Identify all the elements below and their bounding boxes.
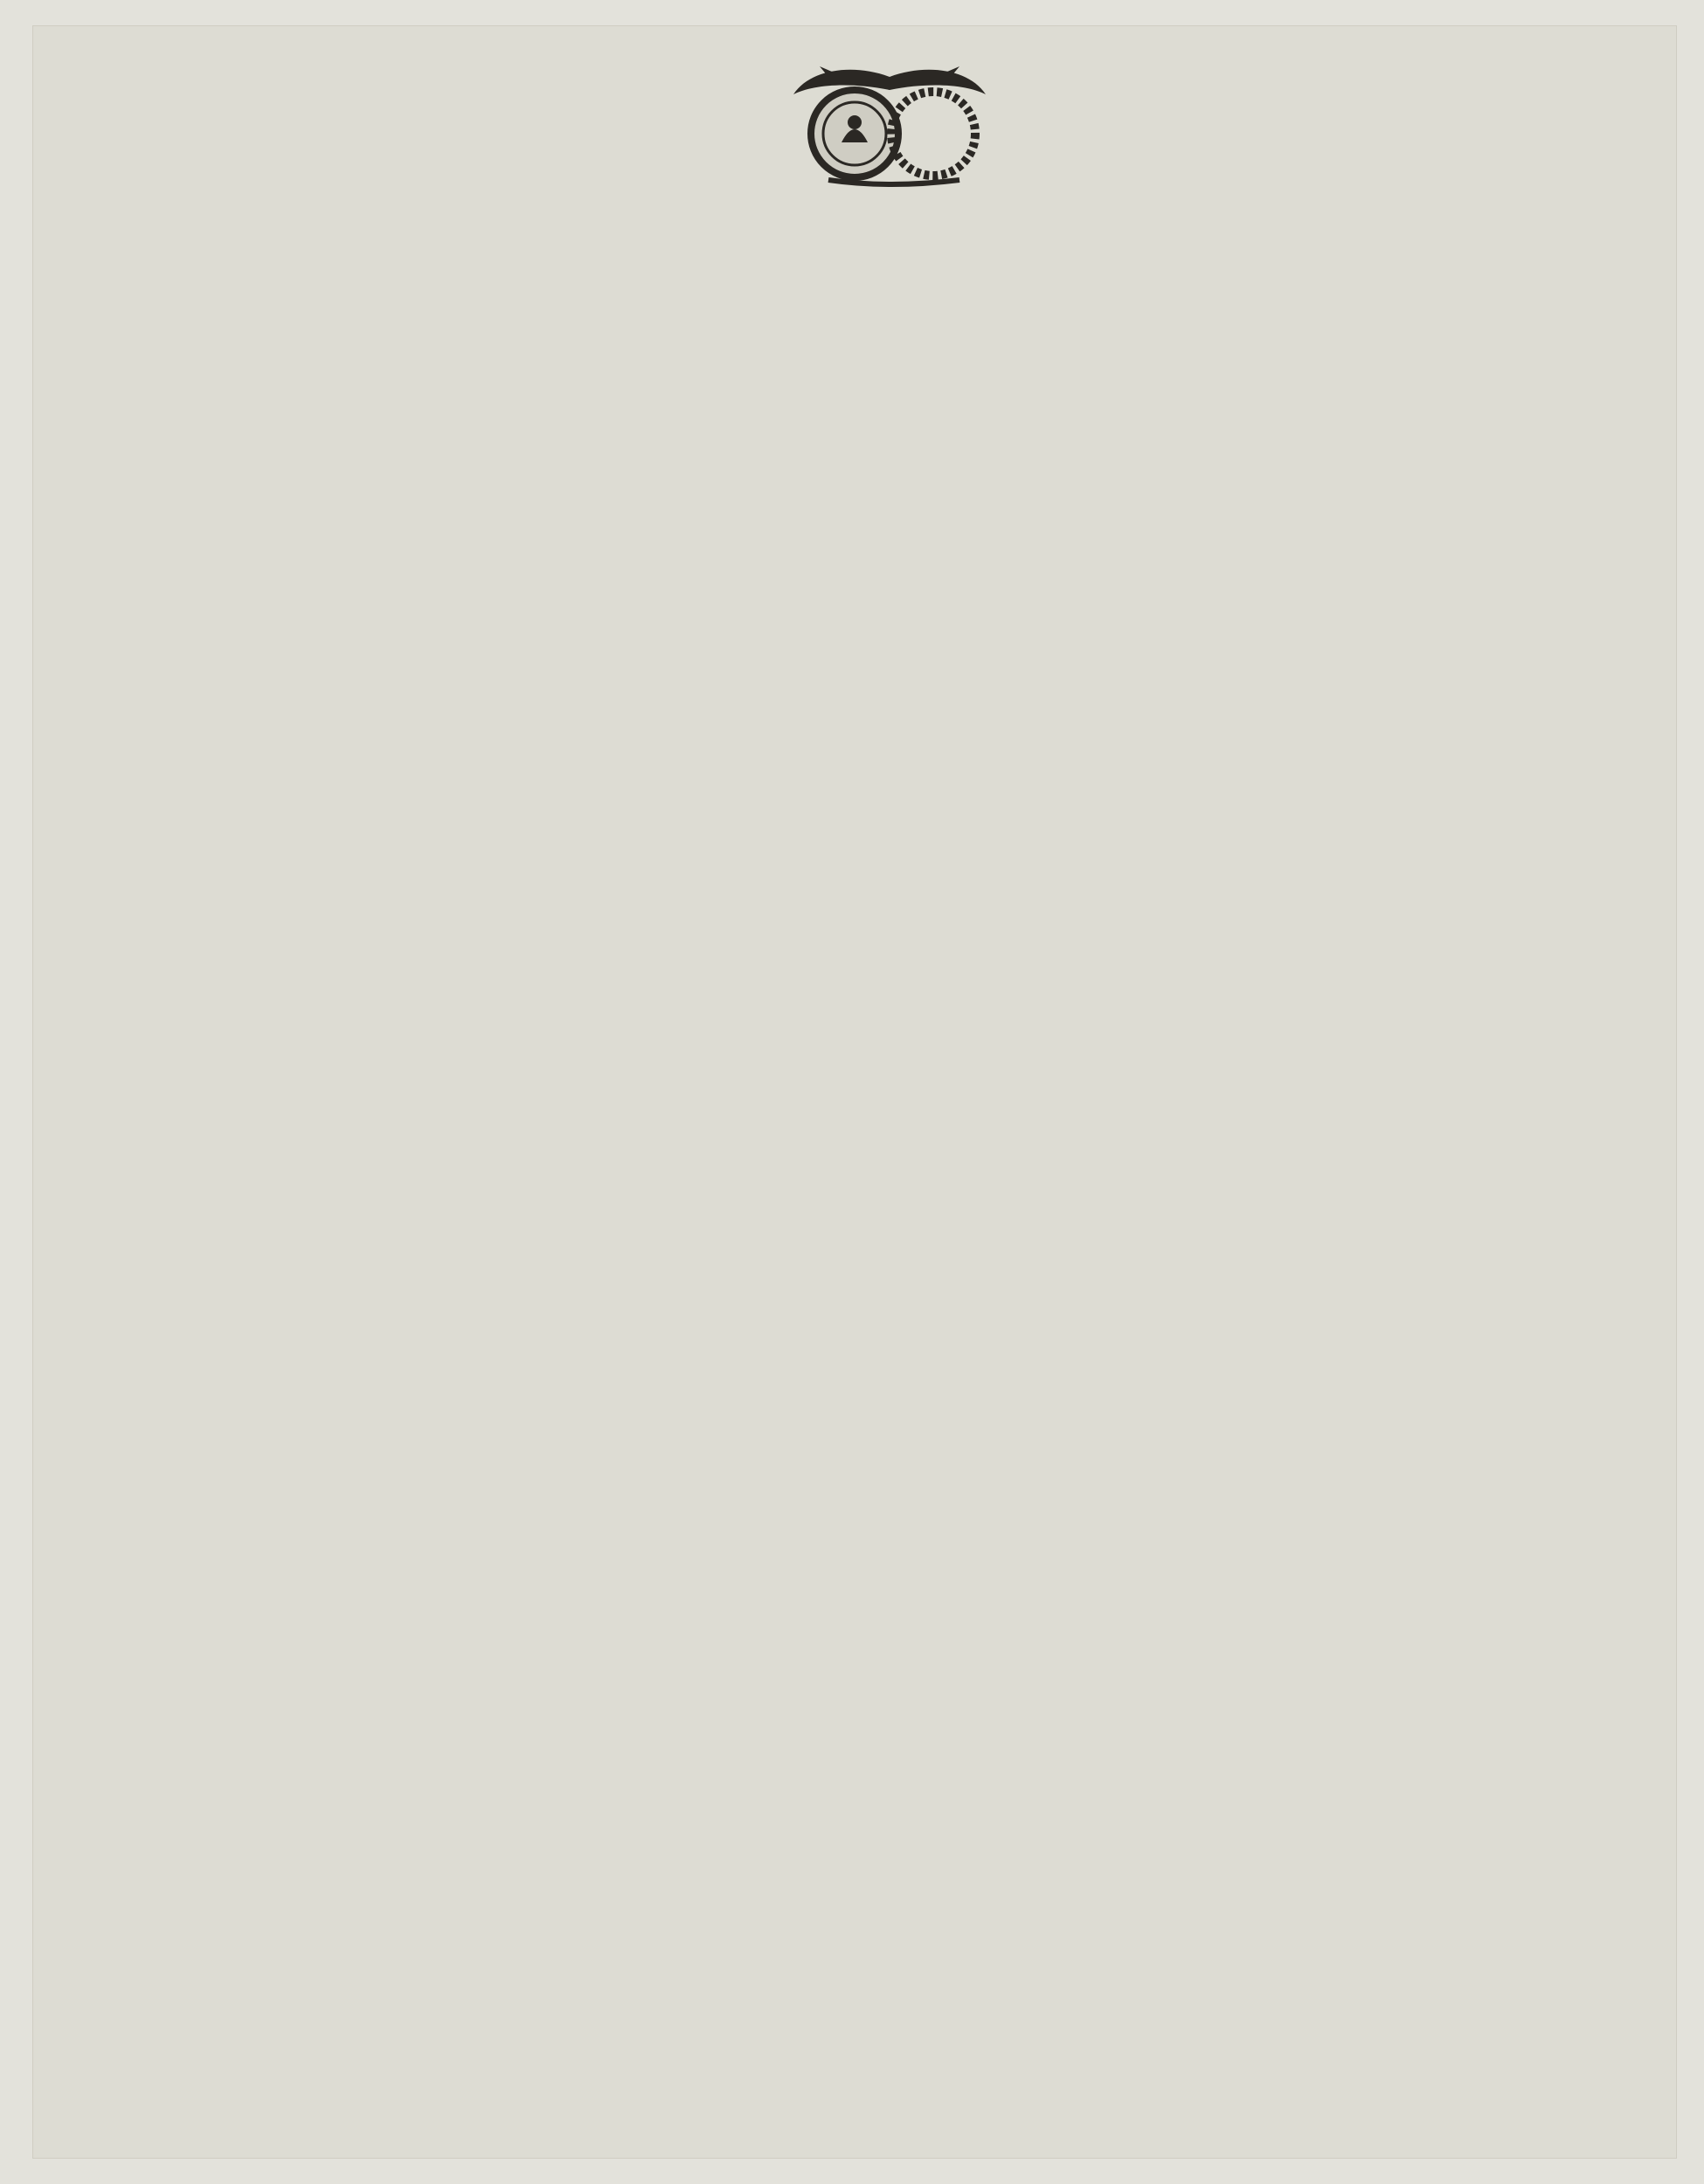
emblem-wreath-icon — [776, 59, 1003, 190]
broadsheet — [33, 26, 1676, 2158]
